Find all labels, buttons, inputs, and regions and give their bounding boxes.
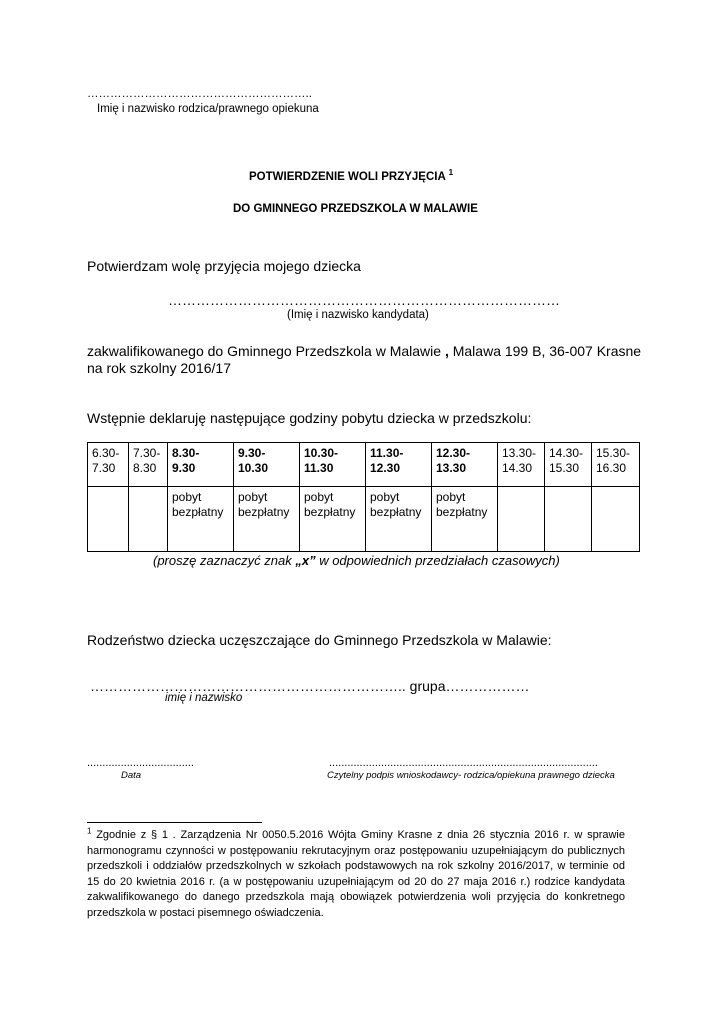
slot-header: 8.30- 9.30: [168, 443, 234, 487]
signature-label: Czytelny podpis wnioskodawcy- rodzica/opiekuna prawnego dziecka: [327, 770, 615, 781]
confirm-text: Potwierdzam wolę przyjęcia mojego dziecka: [87, 258, 361, 274]
document-title: [249, 168, 454, 183]
date-dots: ...................................: [87, 757, 194, 769]
instruction-mark: „x”: [295, 553, 316, 568]
siblings-label: imię i nazwisko: [165, 692, 243, 704]
slot-mark-cell[interactable]: pobyt bezpłatny: [366, 487, 432, 552]
slot-mark-cell[interactable]: [592, 487, 640, 552]
qualified-comma: ,: [444, 343, 449, 359]
qualified-line-1: [87, 343, 641, 359]
footnote-ref: 1: [87, 826, 92, 836]
slot-header: 11.30- 12.30: [366, 443, 432, 487]
slot-mark-cell[interactable]: [129, 487, 168, 552]
footnote-text: Zgodnie z § 1 . Zarządzenia Nr 0050.5.2016 Wójta Gminy Krasne z dnia 26 stycznia 2016 r. w sprawie harmonogramu czynności w postępowaniu rekrutacyjnym oraz postępowaniu uzupełniającym do publicznych przedszkoli i oddziałów przedszkolnych w szkołach podstawowych na rok szkolny 2016/2017, w terminie od 15 do 20 kwietnia 2016 r. (a w postępowaniu uzupełniającym od 20 do 27 maja 2016 r.) rodzice kandydata zakwalifikowanego do danego przedszkola mają obowiązek potwierdzenia woli przyjęcia do konkretnego przedszkola w postaci pisemnego oświadczenia.: [87, 829, 625, 919]
parent-name-dots: …………………………………………………..: [87, 88, 312, 100]
qualified-line-2: na rok szkolny 2016/17: [87, 360, 231, 376]
slot-header: 12.30- 13.30: [432, 443, 498, 487]
title-footnote-ref: 1: [448, 168, 454, 178]
qualified-text-a: zakwalifikowanego do Gminnego Przedszkola w Malawie: [87, 343, 445, 359]
slot-mark-cell[interactable]: pobyt bezpłatny: [168, 487, 234, 552]
hours-mark-row: [88, 487, 640, 552]
signature-dots: ........................................................................................: [329, 757, 598, 769]
slot-mark-cell[interactable]: [545, 487, 592, 552]
hours-table: [87, 442, 640, 552]
slot-header: 7.30- 8.30: [129, 443, 168, 487]
slot-mark-cell[interactable]: pobyt bezpłatny: [234, 487, 300, 552]
footnote: [87, 828, 625, 922]
table-instruction: (proszę zaznaczyć znak „x” w odpowiednich przedziałach czasowych): [153, 553, 560, 568]
siblings-line: ………………………………………………………….. grupa………………: [90, 678, 530, 694]
qualified-text-b: Malawa 199 B, 36-007 Krasne: [448, 343, 642, 359]
slot-mark-cell[interactable]: [88, 487, 129, 552]
slot-header: 6.30- 7.30: [88, 443, 129, 487]
slot-header: 9.30- 10.30: [234, 443, 300, 487]
slot-header: 14.30- 15.30: [545, 443, 592, 487]
parent-name-label: Imię i nazwisko rodzica/prawnego opiekuna: [97, 103, 319, 115]
slot-mark-cell[interactable]: [498, 487, 545, 552]
slot-mark-cell[interactable]: pobyt bezpłatny: [300, 487, 366, 552]
candidate-name-dots: …………………………………………………………………………: [168, 292, 560, 308]
document-subtitle: DO GMINNEGO PRZEDSZKOLA W MALAWIE: [233, 203, 478, 215]
title-line-1: POTWIERDZENIE WOLI PRZYJĘCIA: [249, 171, 446, 183]
slot-header: 10.30- 11.30: [300, 443, 366, 487]
slot-header: 13.30- 14.30: [498, 443, 545, 487]
date-label: Data: [121, 770, 142, 781]
footnote-rule: [87, 822, 262, 823]
hours-header-row: [88, 443, 640, 487]
slot-header: 15.30- 16.30: [592, 443, 640, 487]
siblings-heading: Rodzeństwo dziecka uczęszczające do Gminnego Przedszkola w Malawie:: [87, 632, 552, 648]
candidate-name-label: (Imię i nazwisko kandydata): [287, 309, 429, 321]
declare-text: Wstępnie deklaruję następujące godziny pobytu dziecka w przedszkolu:: [87, 410, 532, 426]
slot-mark-cell[interactable]: pobyt bezpłatny: [432, 487, 498, 552]
